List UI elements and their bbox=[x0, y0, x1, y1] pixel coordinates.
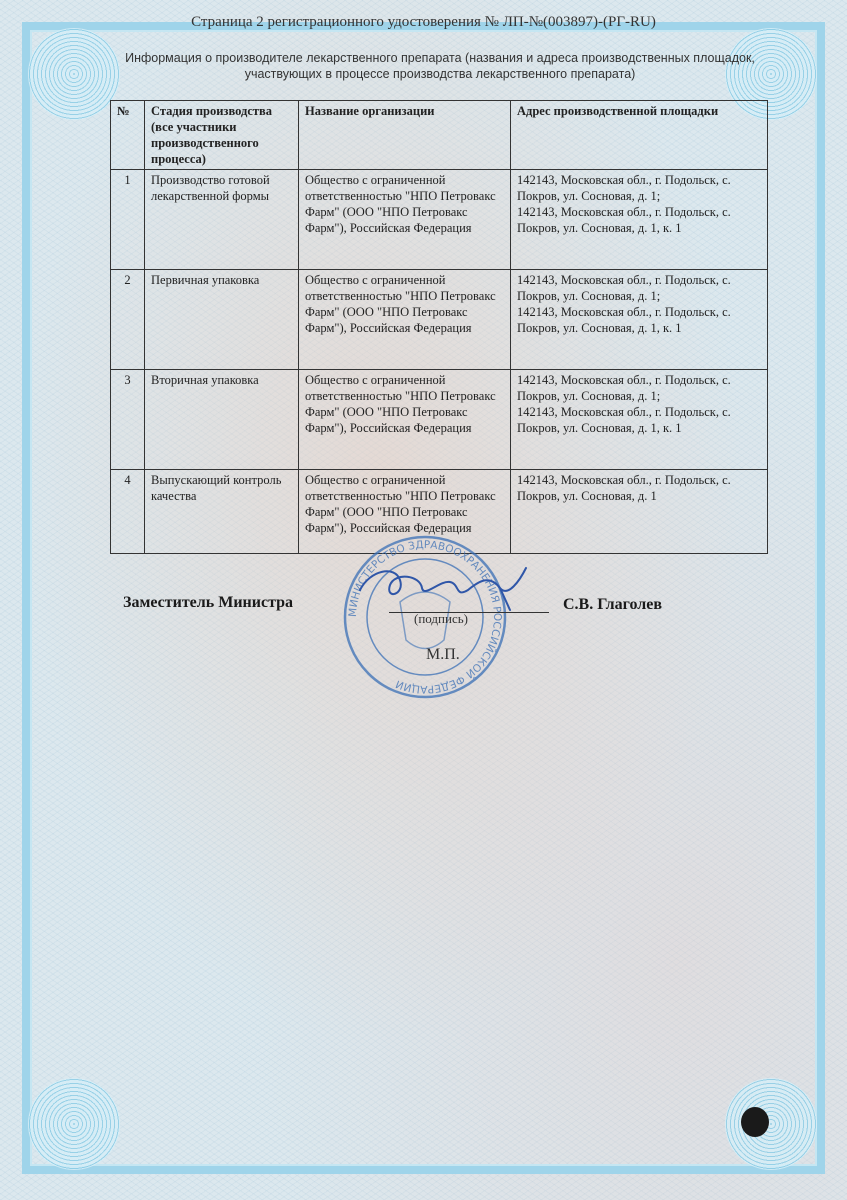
address-line: 142143, Московская обл., г. Подольск, с. Покров, ул. Сосновая, д. 1; bbox=[517, 273, 731, 303]
address-line: 142143, Московская обл., г. Подольск, с. Покров, ул. Сосновая, д. 1, к. 1 bbox=[517, 205, 731, 235]
header-org: Название организации bbox=[299, 101, 511, 170]
section-heading bbox=[110, 50, 770, 82]
header-address: Адрес производственной площадки bbox=[511, 101, 768, 170]
row-org: Общество с ограниченной ответственностью "НПО Петровакс Фарм" (ООО "НПО Петровакс Фарм"), Российская Федерация bbox=[299, 170, 511, 270]
row-stage: Производство готовой лекарственной формы bbox=[145, 170, 299, 270]
table-row bbox=[111, 370, 768, 470]
header-num: № bbox=[111, 101, 145, 170]
row-address bbox=[511, 270, 768, 370]
page-title: Страница 2 регистрационного удостоверения № ЛП-№(003897)-(РГ-RU) bbox=[191, 14, 656, 30]
corner-rosette bbox=[725, 1078, 817, 1170]
row-num: 2 bbox=[111, 270, 145, 370]
corner-rosette bbox=[28, 28, 120, 120]
row-org: Общество с ограниченной ответственностью "НПО Петровакс Фарм" (ООО "НПО Петровакс Фарм"), Российская Федерация bbox=[299, 370, 511, 470]
row-org: Общество с ограниченной ответственностью "НПО Петровакс Фарм" (ООО "НПО Петровакс Фарм"), Российская Федерация bbox=[299, 270, 511, 370]
signatory-title: Заместитель Министра bbox=[123, 594, 294, 611]
row-stage: Выпускающий контроль качества bbox=[145, 470, 299, 554]
signature-line bbox=[389, 612, 549, 613]
punch-hole bbox=[741, 1107, 769, 1137]
address-line: 142143, Московская обл., г. Подольск, с. Покров, ул. Сосновая, д. 1, к. 1 bbox=[517, 305, 731, 335]
signature-caption: (подпись) bbox=[414, 611, 468, 626]
signatory-name: С.В. Глаголев bbox=[563, 596, 662, 613]
table-row bbox=[111, 170, 768, 270]
row-address bbox=[511, 470, 768, 554]
stamp-text: МИНИСТЕРСТВО ЗДРАВООХРАНЕНИЯ РОССИЙСКОЙ ФЕДЕРАЦИИ bbox=[346, 538, 504, 696]
seal-label: М.П. bbox=[426, 646, 460, 663]
address-line: 142143, Московская обл., г. Подольск, с. Покров, ул. Сосновая, д. 1; bbox=[517, 373, 731, 403]
heading-line: Информация о производителе лекарственного препарата (названия и адреса производственных площадок, bbox=[125, 51, 755, 65]
address-line: 142143, Московская обл., г. Подольск, с. Покров, ул. Сосновая, д. 1 bbox=[517, 473, 731, 503]
address-line: 142143, Московская обл., г. Подольск, с. Покров, ул. Сосновая, д. 1, к. 1 bbox=[517, 405, 731, 435]
row-address bbox=[511, 370, 768, 470]
row-address bbox=[511, 170, 768, 270]
row-num: 4 bbox=[111, 470, 145, 554]
address-line: 142143, Московская обл., г. Подольск, с. Покров, ул. Сосновая, д. 1; bbox=[517, 173, 731, 203]
row-org: Общество с ограниченной ответственностью "НПО Петровакс Фарм" (ООО "НПО Петровакс Фарм"), Российская Федерация bbox=[299, 470, 511, 554]
corner-rosette bbox=[28, 1078, 120, 1170]
row-num: 1 bbox=[111, 170, 145, 270]
manufacturer-table bbox=[110, 100, 768, 554]
header-stage: Стадия производства (все участники производственного процесса) bbox=[145, 101, 299, 170]
row-num: 3 bbox=[111, 370, 145, 470]
heading-line: участвующих в процессе производства лекарственного препарата) bbox=[244, 67, 636, 81]
table-row bbox=[111, 270, 768, 370]
row-stage: Вторичная упаковка bbox=[145, 370, 299, 470]
row-stage: Первичная упаковка bbox=[145, 270, 299, 370]
table-header-row bbox=[111, 101, 768, 170]
